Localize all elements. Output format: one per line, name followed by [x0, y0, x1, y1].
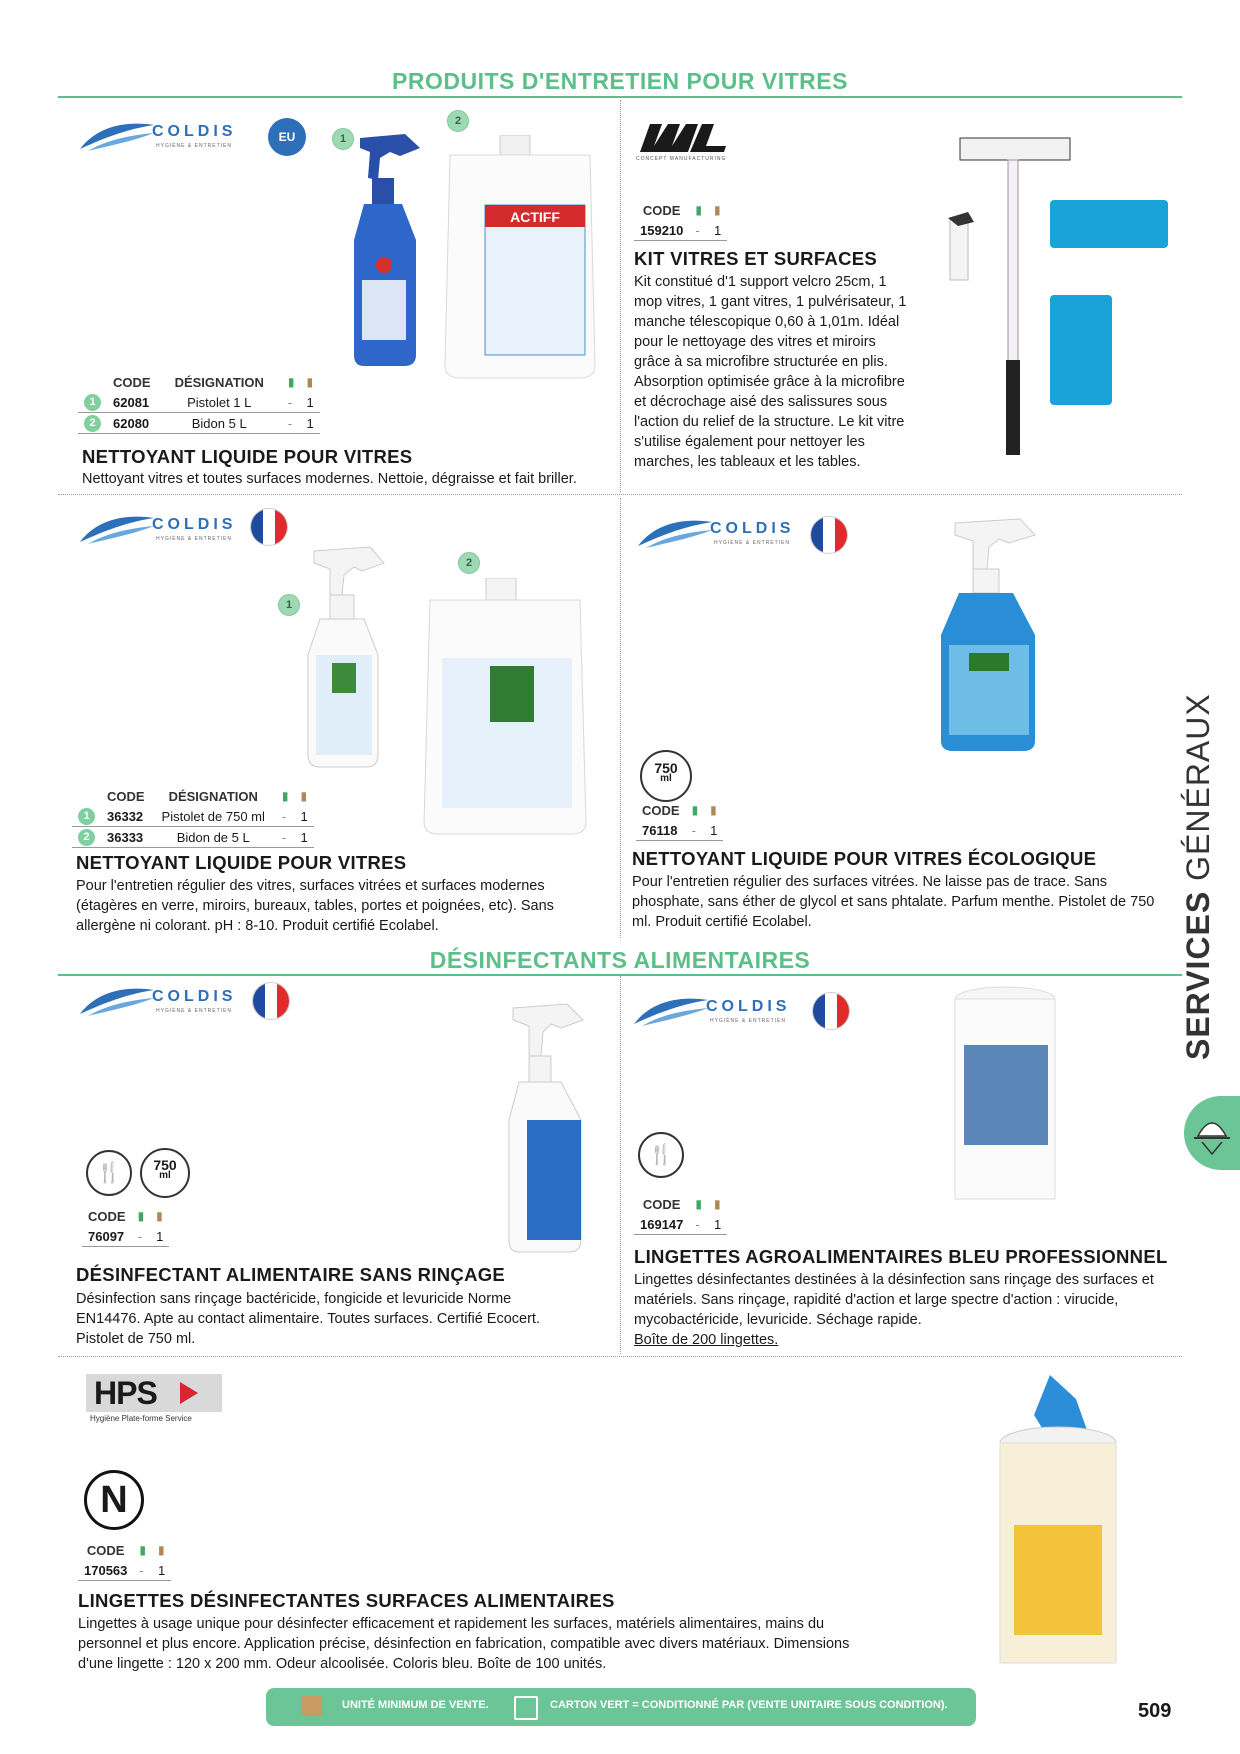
service-tab-icon [1184, 1096, 1240, 1170]
wipes-tub-image [990, 1375, 1120, 1670]
spray-bottle-image [505, 1000, 605, 1255]
legend-unit: UNITÉ MINIMUM DE VENTE. [342, 1699, 489, 1711]
carton-vert-icon: ▮ [695, 203, 702, 217]
volume-750ml-icon: 750 ml [140, 1148, 190, 1198]
product-title: LINGETTES DÉSINFECTANTES SURFACES ALIMENTAIRES [78, 1590, 615, 1611]
product-description: Lingettes à usage unique pour désinfecter efficacement et rapidement les surfaces, matériels alimentaires, mains du personnel et plus encore. Application précise, désinfection en fabrication, compatible avec divers matériaux. Dimensions d'une lingette : 120 x 200 mm. Odeur alcoolisée. Coloris bleu. Boîte de 100 unités. [78, 1616, 850, 1672]
code-table: CODE ▮ ▮ 159210 - 1 [634, 200, 727, 241]
arrow-icon [180, 1382, 198, 1404]
france-flag-icon [250, 508, 288, 546]
product-title: NETTOYANT LIQUIDE POUR VITRES [82, 446, 413, 467]
wipes-tub-image [950, 985, 1060, 1210]
product-description: Lingettes désinfectantes destinées à la désinfection sans rinçage des surfaces et matériels. Sans rinçage, rapidité d'action et large spectre d'action : virucide, mycobactéricide, levuricide. Séchage rapide. Boîte de 200 lingettes. [634, 1272, 1154, 1348]
section-sidebar-label: SERVICES GÉNÉRAUX [1180, 693, 1216, 1060]
box-icon: ▮ [710, 803, 717, 817]
carton-vert-icon: ▮ [137, 1209, 145, 1223]
food-contact-icon: 🍴 [86, 1150, 132, 1196]
product-title: KIT VITRES ET SURFACES [634, 248, 878, 269]
window-kit-image [930, 130, 1180, 475]
code-table: CODE ▮ ▮ 76097 - 1 [82, 1206, 169, 1247]
table-row: 76118 - 1 [636, 820, 723, 841]
france-flag-icon [812, 992, 850, 1030]
divider [620, 976, 621, 1354]
product-title: NETTOYANT LIQUIDE POUR VITRES ÉCOLOGIQUE [632, 848, 1097, 869]
item-number-badge: 2 [458, 552, 480, 574]
box-icon: ▮ [306, 375, 314, 389]
divider [620, 498, 621, 938]
jerrycan-image [420, 578, 590, 836]
spray-bottle-image [935, 515, 1060, 755]
code-table: CODE ▮ ▮ 76118 - 1 [636, 800, 723, 841]
n-label-icon: N [84, 1470, 144, 1530]
carton-vert-icon [514, 1696, 538, 1720]
divider [58, 1356, 1182, 1357]
section-title-vitres: PRODUITS D'ENTRETIEN POUR VITRES [392, 68, 848, 94]
eu-flag-icon: EU [268, 118, 306, 156]
coldis-logo: COLDIS HYGIÈNE & ENTRETIEN [78, 508, 258, 552]
france-flag-icon [810, 516, 848, 554]
brand-name: CONCEPT MANUFACTURING [636, 156, 727, 162]
product-description: Pour l'entretien régulier des surfaces vitrées. Ne laisse pas de trace. Sans phosphate, sans éther de glycol et sans phtalate. Parfum menthe. Pistolet de 750 ml. Produit certifié Ecolabel. [632, 874, 1155, 930]
product-title: DÉSINFECTANT ALIMENTAIRE SANS RINÇAGE [76, 1264, 506, 1285]
product-description: Kit constitué d'1 support velcro 25cm, 1 mop vitres, 1 gant vitres, 1 pulvérisateur, 1 manche télescopique 0,60 à 1,01m. Idéal pour le nettoyage des vitres et miroirs grâce à sa microfibre structurée en plis. Absorption optimisée grâce à la microfibre et décrochage aisé des salissures sous l'action du relief de la structure. Le kit vitre s'utilise également pour nettoyer les marches, les tableaux et les tables. [634, 274, 907, 470]
spray-bottle-image [350, 130, 430, 370]
code-table: CODE DÉSIGNATION ▮ ▮ 1 62081 Pistolet 1 L - 1 2 62080 Bidon 5 L - 1 [78, 372, 320, 434]
box-icon: ▮ [714, 203, 721, 217]
svg-text:ACTIFF: ACTIFF [510, 209, 560, 225]
table-row: 1 36332 Pistolet de 750 ml - 1 [72, 806, 314, 827]
table-row: 1 62081 Pistolet 1 L - 1 [78, 392, 320, 413]
jerrycan-image [440, 135, 600, 380]
coldis-logo: COLDIS HYGIÈNE & ENTRETIEN [636, 512, 816, 556]
table-row: 170563 - 1 [78, 1560, 171, 1581]
item-number-badge: 1 [332, 128, 354, 150]
carton-vert-icon: ▮ [281, 789, 289, 803]
coldis-logo: COLDIS HYGIÈNE & ENTRETIEN [78, 115, 258, 159]
section-rule [58, 974, 1182, 976]
code-table: CODE ▮ ▮ 169147 - 1 [634, 1194, 727, 1235]
code-table: CODE DÉSIGNATION ▮ ▮ 1 36332 Pistolet de 750 ml - 1 2 36333 Bidon de 5 L - 1 [72, 786, 314, 848]
box-icon [302, 1696, 322, 1716]
product-title: NETTOYANT LIQUIDE POUR VITRES [76, 852, 407, 873]
table-row: 159210 - 1 [634, 220, 727, 241]
product-description: Désinfection sans rinçage bactéricide, fongicide et levuricide Norme EN14476. Apte au contact alimentaire. Toutes surfaces. Certifié Ecocert. Pistolet de 750 ml. [76, 1291, 540, 1347]
france-flag-icon [252, 982, 290, 1020]
product-title: LINGETTES AGROALIMENTAIRES BLEU PROFESSIONNEL [634, 1246, 1168, 1267]
legend-carton: CARTON VERT = CONDITIONNÉ PAR (VENTE UNITAIRE SOUS CONDITION). [550, 1699, 948, 1711]
product-description: Pour l'entretien régulier des vitres, surfaces vitrées et surfaces modernes (étagères en verre, miroirs, bureaux, tables, portes et poignées, etc). Sans allergène ni colorant. pH : 8-10. Produit certifié Ecolabel. [76, 878, 554, 934]
table-row: 169147 - 1 [634, 1214, 727, 1235]
section-rule [58, 96, 1182, 98]
coldis-logo: COLDIS HYGIÈNE & ENTRETIEN [632, 990, 812, 1034]
divider [620, 100, 621, 492]
product-description-link: Boîte de 200 lingettes. [634, 1332, 779, 1348]
section-title-desinfectants: DÉSINFECTANTS ALIMENTAIRES [429, 947, 811, 973]
volume-750ml-icon: 750 ml [640, 750, 692, 802]
divider [58, 494, 1182, 495]
carton-vert-icon: ▮ [287, 375, 295, 389]
spray-bottle-image [300, 545, 400, 770]
legend-bar [266, 1688, 976, 1726]
box-icon: ▮ [158, 1543, 165, 1557]
table-row: 2 62080 Bidon 5 L - 1 [78, 413, 320, 434]
box-icon: ▮ [156, 1209, 163, 1223]
food-contact-icon: 🍴 [638, 1132, 684, 1178]
carton-vert-icon: ▮ [695, 1197, 702, 1211]
hps-logo: HPS [86, 1374, 222, 1412]
box-icon: ▮ [714, 1197, 721, 1211]
table-row: 76097 - 1 [82, 1226, 169, 1247]
box-icon: ▮ [300, 789, 308, 803]
item-number-badge: 2 [447, 110, 469, 132]
item-number-badge: 1 [278, 594, 300, 616]
hps-subtitle: Hygiène Plate-forme Service [90, 1414, 192, 1423]
carton-vert-icon: ▮ [139, 1543, 146, 1557]
page-number: 509 [1138, 1700, 1172, 1722]
carton-vert-icon: ▮ [691, 803, 699, 817]
coldis-logo: COLDIS HYGIÈNE & ENTRETIEN [78, 980, 258, 1024]
product-description: Nettoyant vitres et toutes surfaces modernes. Nettoie, dégraisse et fait briller. [82, 471, 577, 487]
table-row: 2 36333 Bidon de 5 L - 1 [72, 827, 314, 848]
code-table: CODE ▮ ▮ 170563 - 1 [78, 1540, 171, 1581]
